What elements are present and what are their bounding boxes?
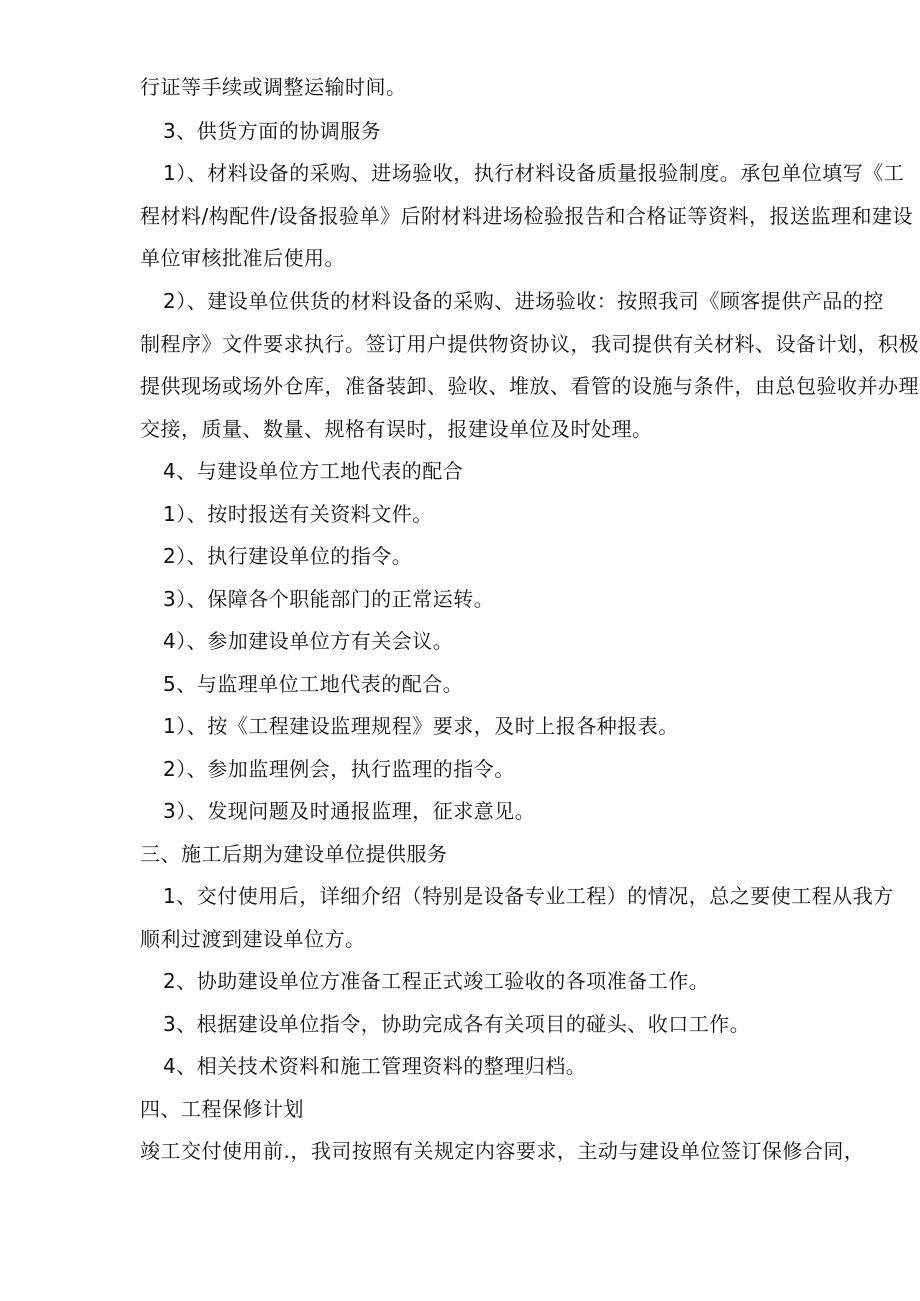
text-line-26: 竣工交付使用前.，我司按照有关规定内容要求，主动与建设单位签订保修合同，	[140, 1139, 865, 1163]
text-line-6: 2）、建设单位供货的材料设备的采购、进场验收：按照我司《顾客提供产品的控	[163, 289, 884, 313]
text-line-3: 1）、材料设备的采购、进场验收，执行材料设备质量报验制度。承包单位填写《工	[163, 161, 905, 185]
text-line-19: 三、施工后期为建设单位提供服务	[140, 842, 448, 866]
text-line-2: 3、供货方面的协调服务	[163, 119, 382, 143]
text-line-16: 1）、按《工程建设监理规程》要求，及时上报各种报表。	[163, 714, 679, 738]
text-line-25: 四、工程保修计划	[140, 1097, 304, 1121]
text-line-10: 4、与建设单位方工地代表的配合	[163, 459, 464, 483]
text-line-9: 交接，质量、数量、规格有误时，报建设单位及时处理。	[140, 417, 653, 441]
text-line-20: 1、交付使用后，详细介绍（特别是设备专业工程）的情况，总之要使工程从我方	[163, 884, 894, 908]
text-line-5: 单位审核批准后使用。	[140, 246, 345, 270]
text-line-22: 2、协助建设单位方准备工程正式竣工验收的各项准备工作。	[163, 969, 710, 993]
text-line-23: 3、根据建设单位指令，协助完成各有关项目的碰头、收口工作。	[163, 1012, 751, 1036]
text-line-8: 提供现场或场外仓库，准备装卸、验收、堆放、看管的设施与条件，由总包验收并办理	[140, 374, 919, 398]
text-line-13: 3）、保障各个职能部门的正常运转。	[163, 587, 495, 611]
text-line-7: 制程序》文件要求执行。签订用户提供物资协议，我司提供有关材料、设备计划，积极	[140, 332, 919, 356]
text-line-17: 2）、参加监理例会，执行监理的指令。	[163, 757, 515, 781]
text-line-18: 3）、发现问题及时通报监理，征求意见。	[163, 799, 536, 823]
text-line-11: 1）、按时报送有关资料文件。	[163, 502, 433, 526]
text-line-1: 行证等手续或调整运输时间。	[140, 75, 407, 99]
text-line-4: 程材料/构配件/设备报验单》后附材料进场检验报告和合格证等资料，报送监理和建设	[140, 204, 913, 228]
text-line-14: 4）、参加建设单位方有关会议。	[163, 629, 454, 653]
text-line-12: 2）、执行建设单位的指令。	[163, 544, 413, 568]
text-line-21: 顺利过渡到建设单位方。	[140, 927, 366, 951]
text-line-15: 5、与监理单位工地代表的配合。	[163, 672, 464, 696]
text-line-24: 4、相关技术资料和施工管理资料的整理归档。	[163, 1054, 587, 1078]
